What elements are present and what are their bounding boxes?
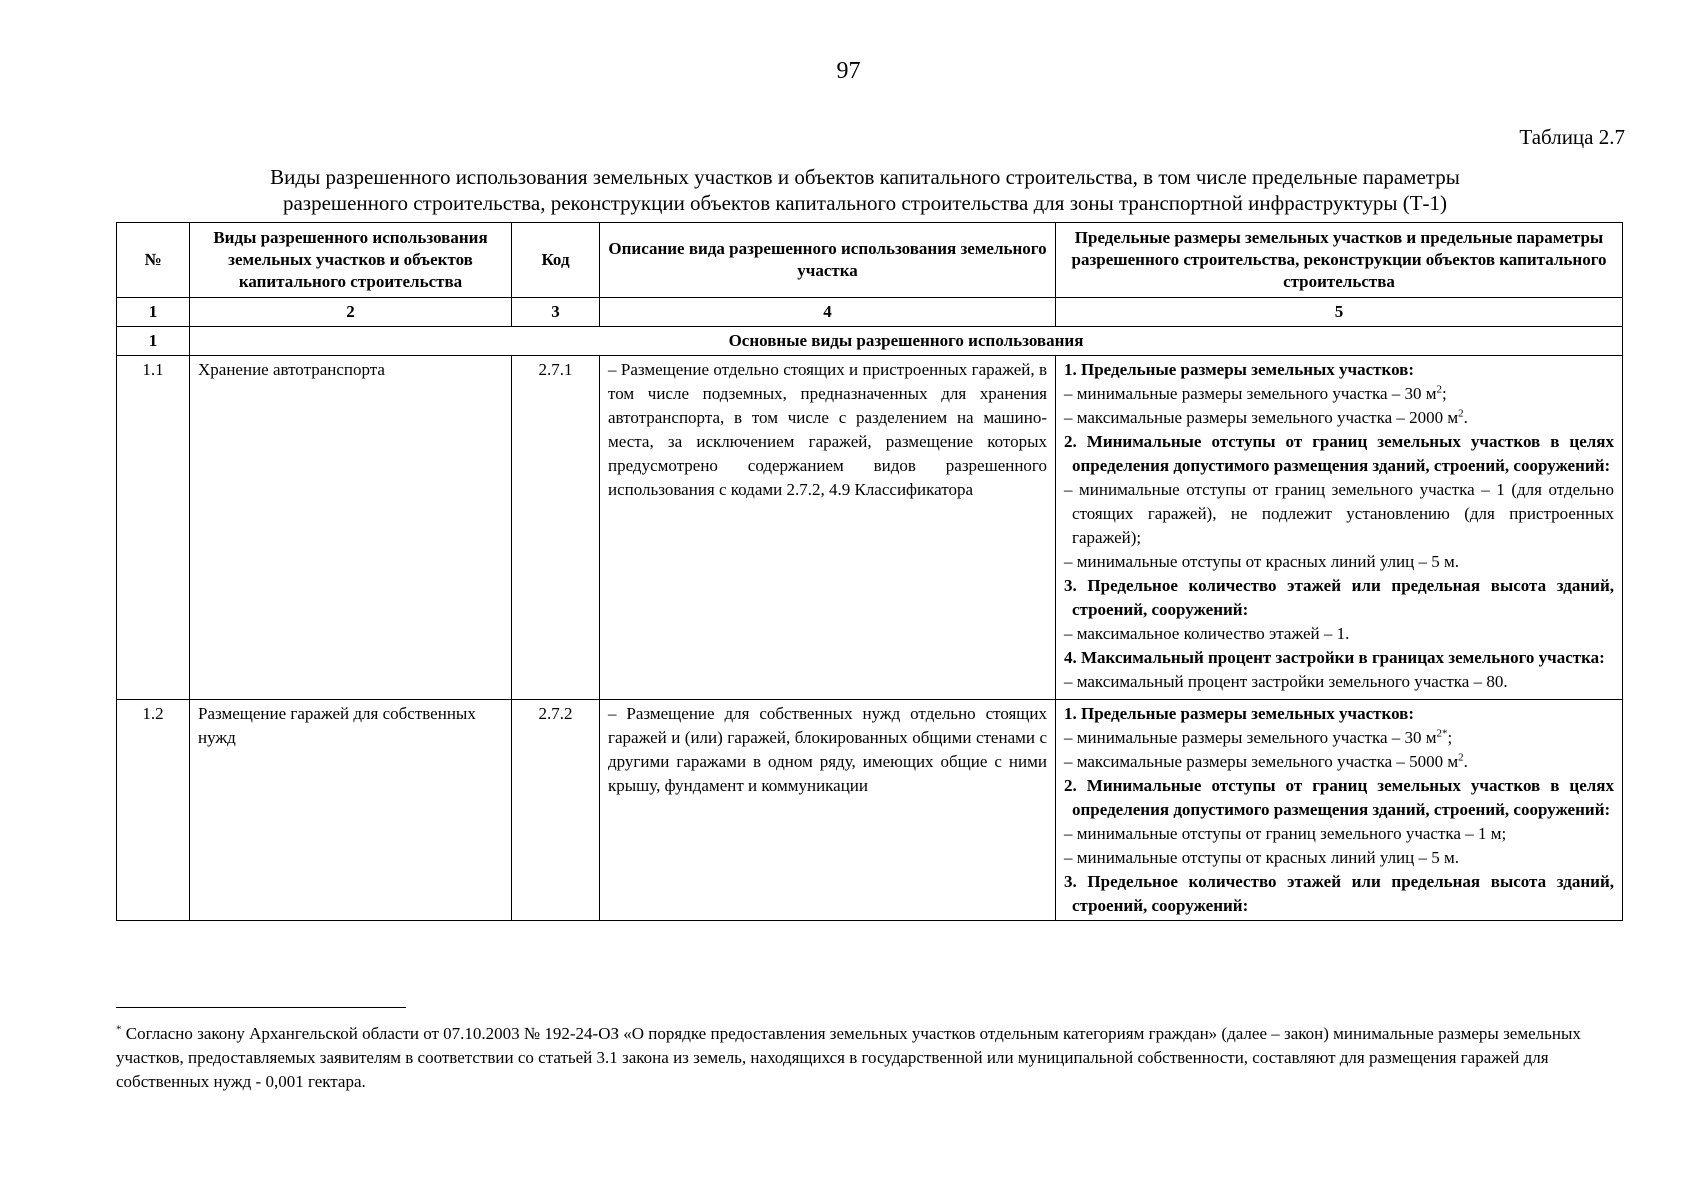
table-row: [117, 356, 1623, 700]
param-item: – минимальные размеры земельного участка – 30 $м^2$;: [1064, 383, 1447, 403]
column-number: 1: [117, 298, 190, 327]
document-title-line-2: разрешенного строительства, реконструкции объектов капитального строительства для зоны транспортной инфраструктуры (Т-1): [282, 191, 1448, 215]
header-type: Виды разрешенного использования земельных участков и объектов капитального строительства: [190, 223, 512, 298]
section-title: Основные виды разрешенного использования: [190, 327, 1623, 356]
param-heading: 3. Предельное количество этажей или предельная высота зданий, строений, сооружений:: [1064, 872, 1614, 915]
param-item: – минимальные отступы от красных линий улиц – 5 м.: [1064, 848, 1460, 867]
section-index: 1: [117, 327, 190, 356]
header-row: [117, 223, 1623, 298]
column-number: 2: [190, 298, 512, 327]
row-description: – Размещение отдельно стоящих и пристроенных гаражей, в том числе подземных, предназначенных для хранения автотранспорта, в том числе с разделением на машино-места, за исключением гаражей, размещение которых предусмотрено содержанием видов разрешенного использования с кодами 2.7.2, 4.9 Классификатора: [600, 356, 1056, 700]
param-item: – минимальные отступы от красных линий улиц – 5 м.: [1064, 552, 1460, 571]
row-params: [1056, 356, 1623, 700]
row-number: 1.1: [117, 356, 190, 700]
param-heading: 1. Предельные размеры земельных участков:: [1064, 704, 1415, 723]
param-item: – минимальные размеры земельного участка – 30 $м^{2*}$;: [1064, 727, 1453, 747]
land-use-table: [116, 222, 1623, 921]
column-number: 5: [1056, 298, 1623, 327]
header-no: №: [117, 223, 190, 298]
header-description: Описание вида разрешенного использования земельного участка: [600, 223, 1056, 298]
param-item: – максимальный процент застройки земельного участка – 80.: [1064, 672, 1508, 691]
param-heading: 2. Минимальные отступы от границ земельных участков в целях определения допустимого размещения зданий, строений, сооружений:: [1064, 432, 1614, 475]
header-params: Предельные размеры земельных участков и предельные параметры разрешенного строительства, реконструкции объектов капитального строительства: [1056, 223, 1623, 298]
param-heading: 3. Предельное количество этажей или предельная высота зданий, строений, сооружений:: [1064, 576, 1614, 619]
column-number: 4: [600, 298, 1056, 327]
page-number: 97: [836, 58, 861, 84]
table-row: [117, 700, 1623, 921]
row-type: Размещение гаражей для собственных нужд: [190, 700, 512, 921]
footnote-divider: [116, 1007, 406, 1008]
document-title: [150, 164, 1580, 216]
column-number-row: [117, 298, 1623, 327]
row-code: 2.7.2: [512, 700, 600, 921]
footnote: [116, 1022, 1596, 1094]
header-code: Код: [512, 223, 600, 298]
param-item: – максимальные размеры земельного участка – 2000 $м^2$.: [1064, 407, 1468, 427]
section-row: [117, 327, 1623, 356]
param-item: – минимальные отступы от границ земельного участка – 1 м;: [1064, 824, 1507, 843]
table-label: Таблица 2.7: [1519, 125, 1625, 149]
param-heading: 2. Минимальные отступы от границ земельных участков в целях определения допустимого размещения зданий, строений, сооружений:: [1064, 776, 1614, 819]
footnote-text: Согласно закону Архангельской области от 07.10.2003 № 192-24-ОЗ «О порядке предоставления земельных участков отдельным категориям граждан» (далее – закон) минимальные размеры земельных участков, предоставляемых заявителям в соответствии со статьей 3.1 закона из земель, находящихся в государственной или муниципальной собственности, составляют для размещения гаражей для собственных нужд - 0,001 гектара.: [116, 1024, 1581, 1091]
param-item: – максимальное количество этажей – 1.: [1064, 624, 1350, 643]
param-item: – максимальные размеры земельного участка – 5000 $м^2$.: [1064, 751, 1468, 771]
param-item: – минимальные отступы от границ земельного участка – 1 (для отдельно стоящих гаражей), не подлежит установлению (для пристроенных гаражей);: [1064, 480, 1614, 547]
row-number: 1.2: [117, 700, 190, 921]
param-heading: 4. Максимальный процент застройки в границах земельного участка:: [1064, 648, 1605, 667]
row-params: [1056, 700, 1623, 921]
param-heading: 1. Предельные размеры земельных участков:: [1064, 360, 1415, 379]
document-title-line-1: Виды разрешенного использования земельных участков и объектов капитального строительства, в том числе предельные параметры: [270, 165, 1460, 189]
column-number: 3: [512, 298, 600, 327]
row-type: Хранение автотранспорта: [190, 356, 512, 700]
row-code: 2.7.1: [512, 356, 600, 700]
row-description: – Размещение для собственных нужд отдельно стоящих гаражей и (или) гаражей, блокированных общими стенами с другими гаражами в одном ряду, имеющих общие с ними крышу, фундамент и коммуникации: [600, 700, 1056, 921]
footnote-marker: *: [116, 1023, 122, 1036]
